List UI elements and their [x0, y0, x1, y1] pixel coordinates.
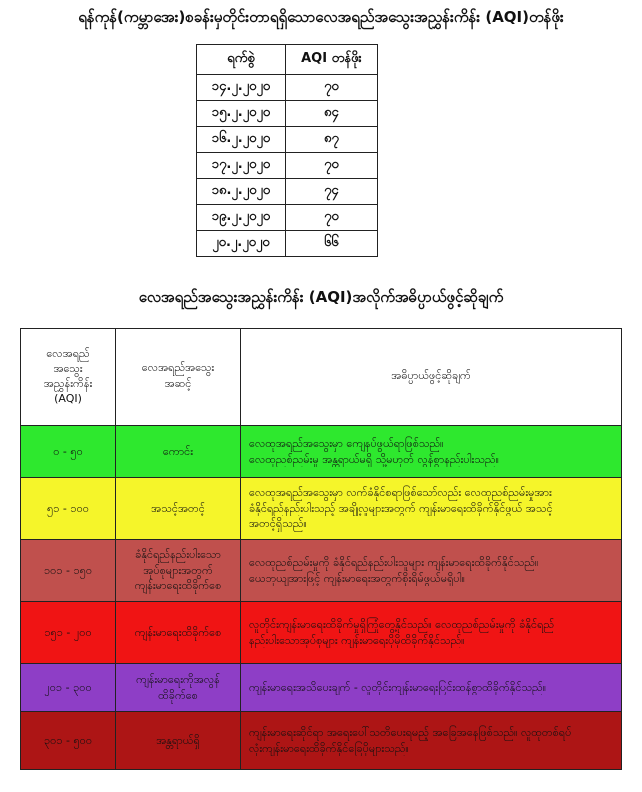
level-line: ကျန်းမာရေးထိခိုက်စေ	[134, 625, 222, 639]
date-column-header: ရက်စွဲ	[197, 45, 286, 75]
table-row	[197, 231, 378, 257]
table-row	[21, 426, 622, 478]
table-row	[197, 153, 378, 179]
meaning-cell	[241, 602, 622, 664]
level-line: ကျန်းမာရေးထိခိုက်စေ	[134, 579, 222, 593]
aqi-range-cell: ၃၀၁ - ၅၀၀	[21, 712, 116, 770]
meaning-cell	[241, 426, 622, 478]
table-header-row	[21, 329, 622, 426]
aqi-value-cell: ၆၆	[285, 231, 377, 257]
level-line: ခံနိုင်ရည်နည်းပါးသော	[135, 547, 221, 561]
aqi-value-cell: ၈၇	[285, 127, 377, 153]
date-cell: ၁၄.၂.၂၀၂၀	[197, 75, 286, 101]
meaning-line: ကျန်းမာရေးအသိပေးချက် - လူတိုင်းကျန်းမာရေးပြင်းထန်စွာထိခိုက်နိုင်သည်။	[249, 680, 547, 694]
date-cell: ၁၅.၂.၂၀၂၀	[197, 101, 286, 127]
meaning-line: အတင့်ရှိသည်။	[249, 517, 307, 531]
aqi-range-cell: ၁၅၁ - ၂၀၀	[21, 602, 116, 664]
table-row	[197, 75, 378, 101]
meaning-line: နည်းပါးသောအုပ်စုများ ကျန်းမာရေးပိုမိုထိခိုက်နိုင်သည်။	[249, 633, 465, 647]
table-row	[21, 712, 622, 770]
table-row	[197, 179, 378, 205]
date-cell: ၁၆.၂.၂၀၂၀	[197, 127, 286, 153]
meaning-line: လေထုညစ်ညမ်းမှု အန္တရာယ်မရှိ သို့မဟုတ် လွန်စွာနည်းပါးသည်။	[249, 452, 499, 466]
table-header-row	[197, 45, 378, 75]
meaning-line: လူတိုင်းကျန်းမာရေးထိခိုက်မှုရှိကြုံတွေ့နိုင်သည်။ လေထုညစ်ညမ်းမှုကို ခံနိုင်ရည်	[249, 617, 555, 631]
meaning-cell	[241, 478, 622, 540]
meaning-line: လေထုညစ်ညမ်းမှုကို ခံနိုင်ရည်နည်းပါးသူများ ကျန်းမာရေးထိခိုက်နိုင်သည်။	[249, 555, 539, 569]
level-line: ထိခိုက်စေ	[158, 688, 198, 702]
aqi-guide-title: လေအရည်အသွေးအညွှန်းကိန်း (AQI)အလိုက်အဓိပ္ပာယ်ဖွင့်ဆိုချက်	[138, 288, 504, 306]
aqi-values-table	[196, 44, 378, 257]
table-row	[197, 205, 378, 231]
air-quality-level-cell	[116, 664, 241, 712]
air-quality-level-column-header: လေအရည်အသွေး အဆင့်	[116, 329, 241, 426]
meaning-cell	[241, 664, 622, 712]
aqi-value-cell: ၈၄	[285, 101, 377, 127]
table-row	[21, 478, 622, 540]
air-quality-level-cell	[116, 602, 241, 664]
air-quality-level-cell	[116, 540, 241, 602]
date-cell: ၁၈.၂.၂၀၂၀	[197, 179, 286, 205]
date-cell: ၁၉.၂.၂၀၂၀	[197, 205, 286, 231]
meaning-line: လေထုအရည်အသွေးမှာ ကျေနပ်ဖွယ်ရာဖြစ်သည်။	[249, 436, 444, 450]
meaning-line: ခံနိုင်ရည်နည်းပါးသည့် အချို့လူများအတွက် ကျန်းမာရေးထိခိုက်နိုင်ဖွယ် အသင့်	[249, 501, 553, 515]
level-line: အသင့်အတင့်	[151, 501, 205, 515]
table-row	[197, 101, 378, 127]
aqi-range-cell: ၂၀၁ - ၃၀၀	[21, 664, 116, 712]
aqi-range-cell: ၁၀၁ - ၁၅၀	[21, 540, 116, 602]
aqi-value-cell: ၇၀	[285, 75, 377, 101]
level-line: ကျန်းမာရေးကိုအလွန်	[136, 672, 220, 686]
meaning-cell	[241, 712, 622, 770]
level-line: အန္တရာယ်ရှိ	[156, 733, 200, 747]
meaning-line: ယေဘုယျအားဖြင့် ကျန်းမာရေးအတွက်စိုးရိမ်ဖွယ်မရှိပါ။	[249, 571, 465, 585]
date-cell: ၂၀.၂.၂၀၂၀	[197, 231, 286, 257]
date-cell: ၁၇.၂.၂၀၂၀	[197, 153, 286, 179]
air-quality-level-cell	[116, 478, 241, 540]
aqi-values-title: ရန်ကုန်(ကမ္ဘာအေး)စခန်းမှတိုင်းတာရရှိသောလေအရည်အသွေးအညွှန်းကိန်း (AQI)တန်ဖိုး	[78, 8, 564, 26]
aqi-guide-table	[20, 328, 622, 770]
meaning-cell	[241, 540, 622, 602]
aqi-value-column-header: AQI တန်ဖိုး	[285, 45, 377, 75]
meaning-line: လေထုအရည်အသွေးမှာ လက်ခံနိုင်စရာဖြစ်သော်လည်း လေထုညစ်ညမ်းမှုအား	[249, 485, 552, 499]
level-line: ကောင်း	[162, 444, 194, 458]
aqi-value-cell: ၇၀	[285, 205, 377, 231]
aqi-range-cell: ၅၁ - ၁၀၀	[21, 478, 116, 540]
level-line: အုပ်စုများအတွက်	[143, 563, 213, 577]
meaning-column-header: အဓိပ္ပာယ်ဖွင့်ဆိုချက်	[241, 329, 622, 426]
table-row	[197, 127, 378, 153]
air-quality-level-cell	[116, 426, 241, 478]
aqi-range-column-header: လေအရည် အသွေး အညွှန်းကိန်း (AQI)	[21, 329, 116, 426]
aqi-value-cell: ၇၄	[285, 179, 377, 205]
table-row	[21, 664, 622, 712]
aqi-range-cell: ၀ - ၅၀	[21, 426, 116, 478]
meaning-line: လုံးကျန်းမာရေးထိခိုက်နိုင်ခြေပိုများသည်။	[249, 741, 409, 755]
table-row	[21, 602, 622, 664]
table-row	[21, 540, 622, 602]
meaning-line: ကျန်းမာရေးဆိုင်ရာ အရေးပေါ်သတိပေးရမည့် အခြေအနေဖြစ်သည်။ လူထုတစ်ရပ်	[249, 725, 572, 739]
aqi-value-cell: ၇၀	[285, 153, 377, 179]
air-quality-level-cell	[116, 712, 241, 770]
